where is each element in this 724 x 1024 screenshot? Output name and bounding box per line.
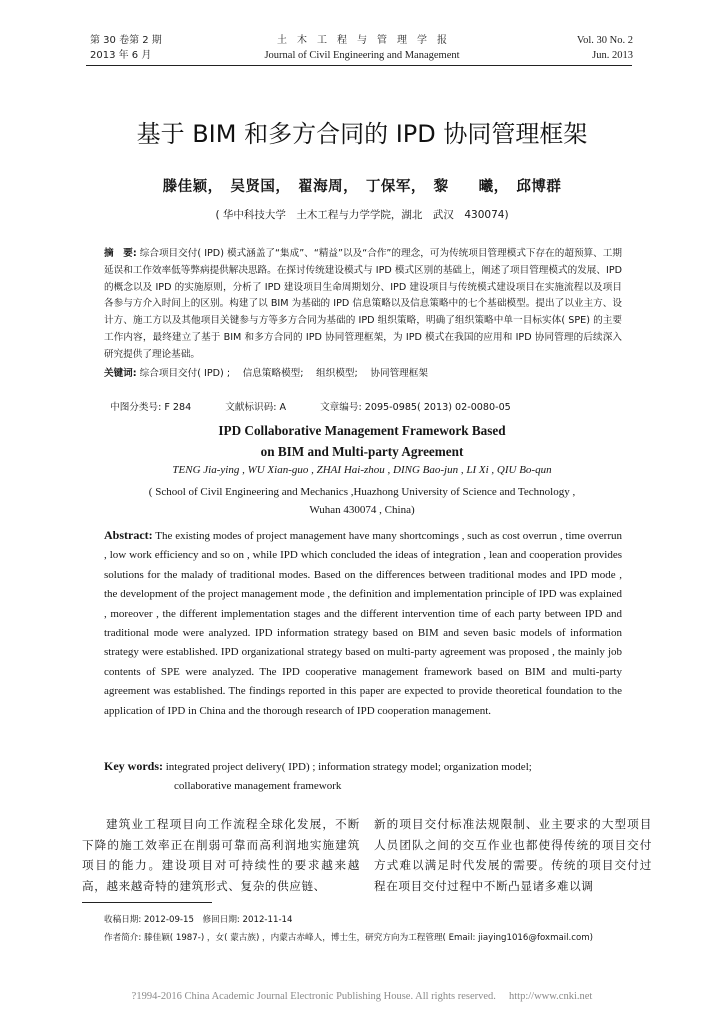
volume-issue-zh: 第 30 卷第 2 期 [90, 35, 162, 46]
affiliation-en-line1: ( School of Civil Engineering and Mechanics ,Huazhong University of Science and Technology , [148, 486, 576, 498]
author-bio: 作者简介: 滕佳颖( 1987-) ，女( 蒙古族) ，内蒙古赤峰人，博士生，研究方向为工程管理( Email: jiaying1016@foxmail.com) [104, 933, 593, 943]
header-rule [86, 65, 632, 66]
keywords-en-label: Key words: [104, 759, 163, 773]
abstract-zh-label: 摘 要: [104, 248, 137, 259]
authors-en: TENG Jia-ying , WU Xian-guo , ZHAI Hai-zhou , DING Bao-jun , LI Xi , QIU Bo-qun [172, 464, 552, 476]
keywords-en-line1: integrated project delivery( IPD) ; information strategy model; organization model; [163, 761, 532, 773]
affiliation-en-line2: Wuhan 430074 , China) [309, 504, 415, 516]
journal-name-en: Journal of Civil Engineering and Management [264, 50, 460, 61]
page-title-en-line2: on BIM and Multi-party Agreement [260, 444, 464, 459]
clc-label: 中图分类号: [110, 401, 162, 413]
volume-issue-en: Vol. 30 No. 2 [576, 35, 633, 46]
abstract-en-text: The existing modes of project management have many shortcomings , such as cost overrun , time overrun , low work efficiency and so on , while IPD which concluded the ideas of integration , lean and cooperation provides solutions for the malady of traditional modes. Based on the differences between traditional modes and IPD mode , the development of the project management mode , the definition and implementation principle of IPD was explained , moreover , the different implementation stages and the different intervention time of each party between IPD and traditional mode were analyzed. IPD information strategy based on BIM and seven basic models of information strategy were established. IPD organizational strategy based on multi-party agreement was proposed , the mainly job contents of SPE were analyzed. The IPD cooperative management framework based on BIM and multi-party agreement was established. The findings reported in this paper are expected to provide theoretical foundation to the application of IPD in China and the thorough research of IPD cooperation management. [104, 530, 622, 717]
keywords-zh-label: 关键词: [104, 368, 137, 379]
keywords-en-line2: collaborative management framework [174, 780, 342, 792]
classification-line [104, 383, 622, 417]
body-column-right [374, 814, 652, 896]
footnote-rule [82, 902, 212, 903]
page-title-en-line1: IPD Collaborative Management Framework Based [218, 423, 506, 438]
abstract-zh [104, 246, 622, 364]
clc-value: F 284 [161, 401, 192, 413]
article-number-label: 文章编号: [320, 401, 362, 413]
body-right-text: 新的项目交付标准法规限制、业主要求的大型项目人员团队之间的交互作业也都使得传统的项目交付方式难以满足时代发展的需要。传统的项目交付过程在项目交付过程中不断凸显诸多难以调 [374, 817, 652, 893]
keywords-zh [104, 366, 622, 383]
doc-code-value: A [276, 401, 287, 413]
date-en: Jun. 2013 [592, 50, 633, 61]
abstract-zh-text: 综合项目交付( IPD) 模式涵盖了“集成”、“精益”以及“合作”的理念，可为传统项目管理模式下存在的超预算、工期延误和工作效率低等弊病提供解决思路。在探讨传统建设模式与 IPD 模式区别的基础上，阐述了项目管理模式的发展、IPD 的概念以及 IPD 的实施原则，分析了 IPD 建设项目生命周期划分、IPD 建设项目与传统模式建设项目在实施流程以及项目各参与方介入时间上的区别。构建了以 BIM 为基础的 IPD 信息策略以及信息策略中的七个基础模型。提出了以业主方、设计方、施工方以及其他项目关键参与方等多方合同为基础的 IPD 组织策略，明确了组织策略中单一目标实体( SPE) 的主要工作内容，最终建立了基于 BIM 和多方合同的 IPD 协同管理框架，为 IPD 模式在我国的应用和 IPD 协同管理的后续深入研究提供了理论基础。 [104, 248, 622, 360]
date-zh: 2013 年 6 月 [90, 50, 152, 61]
keywords-en [104, 757, 622, 796]
body-left-text: 建筑业工程项目向工作流程全球化发展，不断下降的施工效率正在削弱可靠而高利润地实施建筑项目的能力。建设项目对可持续性的要求越来越高，越来越奇特的建筑形式、复杂的供应链、 [82, 817, 360, 893]
abstract-en [104, 526, 622, 721]
journal-name-zh: 土 木 工 程 与 管 理 学 报 [277, 35, 447, 46]
doc-code-label: 文献标识码: [225, 401, 277, 413]
abstract-en-label: Abstract: [104, 528, 153, 542]
affiliation-zh: ( 华中科技大学 土木工程与力学学院，湖北 武汉 430074) [215, 209, 509, 221]
copyright-footer: ?1994-2016 China Academic Journal Electronic Publishing House. All rights reserved. http://www.cnki.net [131, 991, 593, 1002]
page-title-zh: 基于 BIM 和多方合同的 IPD 协同管理框架 [136, 120, 588, 148]
body-column-left [82, 814, 360, 896]
received-date: 收稿日期: 2012-09-15 修回日期: 2012-11-14 [104, 915, 293, 925]
article-number-value: 2095-0985( 2013) 02-0080-05 [361, 401, 511, 413]
keywords-zh-text: 综合项目交付( IPD) ; 信息策略模型; 组织模型; 协同管理框架 [136, 368, 428, 379]
authors-zh: 滕佳颖， 吴贤国， 翟海周， 丁保军， 黎 曦， 邱博群 [162, 179, 562, 195]
